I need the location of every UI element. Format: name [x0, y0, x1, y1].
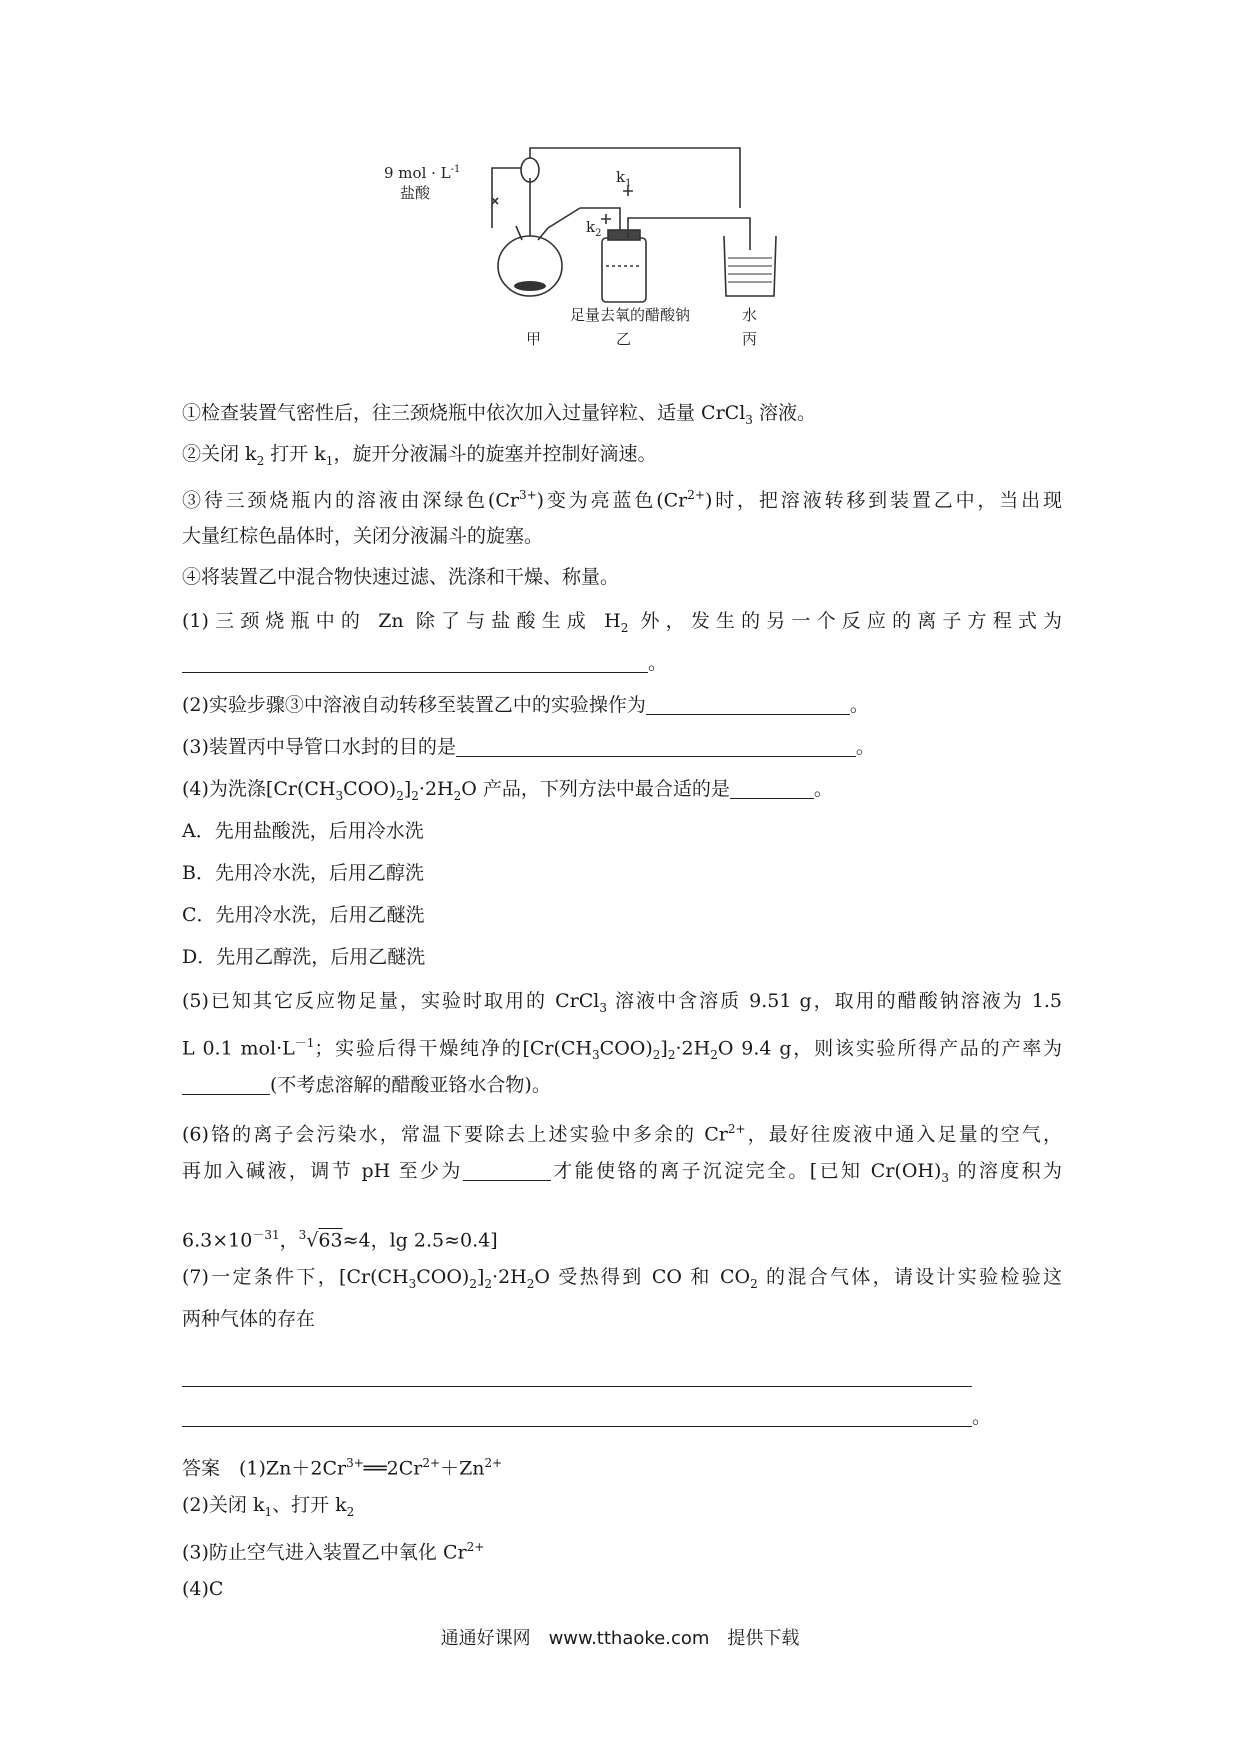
step-2: ②关闭 $k_2$ 打开 $k_1$，旋开分液漏斗的旋塞并控制好滴速。: [182, 443, 657, 468]
answer-blank[interactable]: [182, 1076, 270, 1095]
question-2: (2)实验步骤③中溶液自动转移至装置乙中的实验操作为 。: [182, 694, 869, 716]
answer-blank[interactable]: [456, 738, 856, 757]
question-6: (6)铬的离子会污染水，常温下要除去上述实验中多余的 $Cr^{2+}$，最好往废液中通入足量的空气，: [182, 1122, 1062, 1146]
question-5: (5)已知其它反应物足量，实验时取用的 CrCl$_3$ 溶液中含溶质 9.51 g，取用的醋酸钠溶液为 1.5: [182, 990, 1062, 1015]
question-7-continued: 两种气体的存在: [182, 1308, 316, 1330]
apparatus-jia-label: 甲: [526, 330, 542, 348]
question-6-continued: 再加入碱液，调节 pH 至少为 才能使铬的离子沉淀完全。[已知 $Cr(OH)_3$ 的溶度积为: [182, 1160, 1063, 1185]
flask-right-neck: [538, 208, 580, 240]
answer-1: 答案 $(1)Zn+2Cr^{3+}══2Cr^{2+}+Zn^{2+}$: [182, 1456, 503, 1480]
step-1: ①检查装置气密性后，往三颈烧瓶中依次加入过量锌粒、适量 CrCl$_3$ 溶液。: [182, 402, 816, 427]
sodium-acetate-label: 足量去氧的醋酸钠: [570, 306, 691, 324]
answer-blank[interactable]: [182, 1368, 972, 1387]
option-d: D．先用乙醇洗，后用乙醚洗: [182, 946, 426, 968]
apparatus-diagram: [384, 148, 810, 378]
answer-3: (3)防止空气进入装置乙中氧化 $Cr^{2+}$: [182, 1540, 485, 1564]
answer-blank[interactable]: [646, 696, 850, 715]
valve-k2: [601, 214, 611, 224]
zinc-granules: [514, 281, 546, 291]
stopcock-side: [492, 198, 498, 204]
question-3: (3)装置丙中导管口水封的目的是 。: [182, 736, 875, 758]
step-4: ④将装置乙中混合物快速过滤、洗涤和干燥、称量。: [182, 566, 620, 588]
apparatus-yi-label: 乙: [616, 330, 632, 348]
answer-blank[interactable]: [730, 780, 814, 799]
answer-blank[interactable]: [182, 654, 648, 673]
question-7: (7)一定条件下，$[Cr(CH_3COO)_2]_2\cdot 2H_2O$ 受热得到 CO 和 $CO_2$ 的混合气体，请设计实验检验这: [182, 1266, 1062, 1291]
step-3-continued: 大量红棕色晶体时，关闭分液漏斗的旋塞。: [182, 525, 544, 547]
question-1-answer-line: 。: [182, 650, 1062, 676]
bottle-yi: [602, 238, 646, 302]
option-a: A．先用盐酸洗，后用冷水洗: [182, 820, 424, 842]
answer-blank[interactable]: [463, 1162, 551, 1181]
question-5-end: (不考虑溶解的醋酸亚铬水合物)。: [182, 1072, 1062, 1098]
apparatus-figure: [384, 148, 810, 378]
option-b: B．先用冷水洗，后用乙醇洗: [182, 862, 424, 884]
acid-concentration-label: 9 mol · $L^{-1}$: [384, 164, 461, 182]
page-footer: 通通好课网 www.tthaoke.com 提供下载: [440, 1628, 800, 1649]
answer-blank[interactable]: [182, 1408, 972, 1427]
beaker-water-lines: [728, 258, 772, 282]
answer-4: (4)C: [182, 1578, 224, 1600]
question-1: (1)三颈烧瓶中的 Zn 除了与盐酸生成 $H_2$ 外，发生的另一个反应的离子方程式为: [182, 610, 1063, 635]
water-label: 水: [742, 306, 758, 324]
bottle-stopper: [608, 230, 640, 240]
question-7-answer-line-2: 。: [182, 1404, 1062, 1430]
question-6-data: $6.3\times 10^{-31}$，$^3$√63≈4，lg 2.5≈0.4]: [182, 1228, 498, 1252]
option-c: C．先用冷水洗，后用乙醚洗: [182, 904, 425, 926]
pressure-equalizer-tube: [492, 168, 522, 228]
top-tube: [530, 148, 740, 208]
question-5-continued: L 0.1 $mol\cdot L^{-1}$；实验后得干燥纯净的$[Cr(CH_3COO)_2]_2\cdot 2H_2O$ 9.4 g，则该实验所得产品的产率为: [182, 1036, 1062, 1063]
k1-label: $k_1$: [616, 168, 632, 189]
step-3: ③待三颈烧瓶内的溶液由深绿色$(Cr^{3+})$变为亮蓝色$(Cr^{2+})$时，把溶液转移到装置乙中，当出现: [182, 488, 1062, 512]
question-4: (4)为洗涤$[Cr(CH_3COO)_2]_2\cdot 2H_2O$ 产品，下列方法中最合适的是 。: [182, 778, 833, 803]
k2-label: $k_2$: [586, 218, 602, 239]
acid-label: 盐酸: [400, 184, 431, 202]
apparatus-bing-label: 丙: [742, 330, 758, 348]
answer-2: (2)关闭 $k_1$、打开 $k_2$: [182, 1494, 355, 1519]
question-7-answer-line-1: [182, 1364, 1062, 1390]
